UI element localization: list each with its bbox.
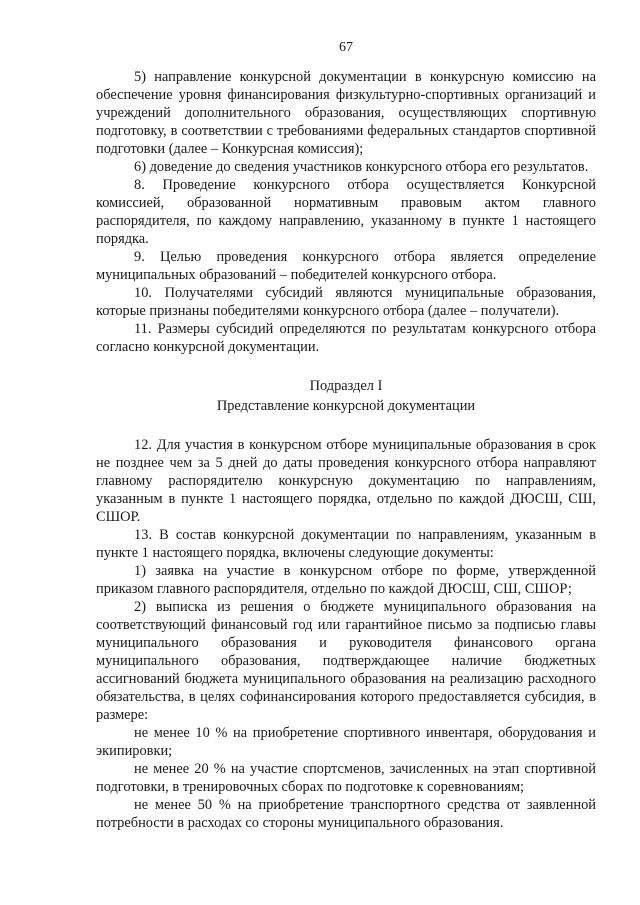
paragraph: 6) доведение до сведения участников конкурсного отбора его результатов. <box>134 159 589 175</box>
paragraph: 5) направление конкурсной документации в конкурсную комиссию на обеспечение уровня финансирования физкультурно-спортивных организаций и учреждений дополнительного образования, осуществляющих спортивную подготовку, в соответствии с требованиями федеральных стандартов спортивной подготовки (далее – Конкурсная комиссия); <box>96 69 596 157</box>
paragraphs-bottom <box>96 436 596 832</box>
spacer <box>96 356 596 376</box>
paragraph: 13. В состав конкурсной документации по направлениям, указанным в пункте 1 настоящего порядка, включены следующие документы: <box>96 527 596 561</box>
paragraph: 8. Проведение конкурсного отбора осуществляется Конкурсной комиссией, образованной нормативным правовым актом главного распорядителя, по каждому направлению, указанному в пункте 1 настоящего порядка. <box>96 177 596 247</box>
page-number: 67 <box>339 40 353 55</box>
paragraph: 10. Получателями субсидий являются муниципальные образования, которые признаны победителями конкурсного отбора (далее – получатели). <box>96 285 596 319</box>
subsection-title: Представление конкурсной документации <box>216 398 476 414</box>
paragraph: не менее 50 % на приобретение транспортного средства от заявленной потребности в расходах со стороны муниципального образования. <box>96 797 596 831</box>
subsection-number: Подраздел I <box>309 378 383 394</box>
paragraph: 1) заявка на участие в конкурсном отборе по форме, утвержденной приказом главного распорядителя, отдельно по каждой ДЮСШ, СШ, СШОР; <box>96 563 596 597</box>
paragraph: не менее 10 % на приобретение спортивного инвентаря, оборудования и экипировки; <box>96 725 596 759</box>
paragraph: не менее 20 % на участие спортсменов, зачисленных на этап спортивной подготовки, в тренировочных сборах по подготовке к соревнованиям; <box>96 761 596 795</box>
paragraph: 9. Целью проведения конкурсного отбора является определение муниципальных образований – победителей конкурсного отбора. <box>96 249 596 283</box>
paragraph: 2) выписка из решения о бюджете муниципального образования на соответствующий финансовый год или гарантийное письмо за подписью главы муниципального образования и руководителя финансового органа муниципального образования, подтверждающее наличие бюджетных ассигнований бюджета муниципального образования на реализацию расходного обязательства, в целях софинансирования которого предоставляется субсидия, в размере: <box>96 599 596 723</box>
paragraph: 12. Для участия в конкурсном отборе муниципальные образования в срок не позднее чем за 5 дней до даты проведения конкурсного отбора направляют главному распорядителю конкурсную документацию по направлениям, указанным в пункте 1 настоящего порядка, отдельно по каждой ДЮСШ, СШ, СШОР. <box>96 437 596 525</box>
spacer <box>96 416 596 436</box>
paragraph: 11. Размеры субсидий определяются по результатам конкурсного отбора согласно конкурсной документации. <box>96 321 596 355</box>
paragraphs-top <box>96 68 596 356</box>
subsection-heading <box>96 376 596 416</box>
